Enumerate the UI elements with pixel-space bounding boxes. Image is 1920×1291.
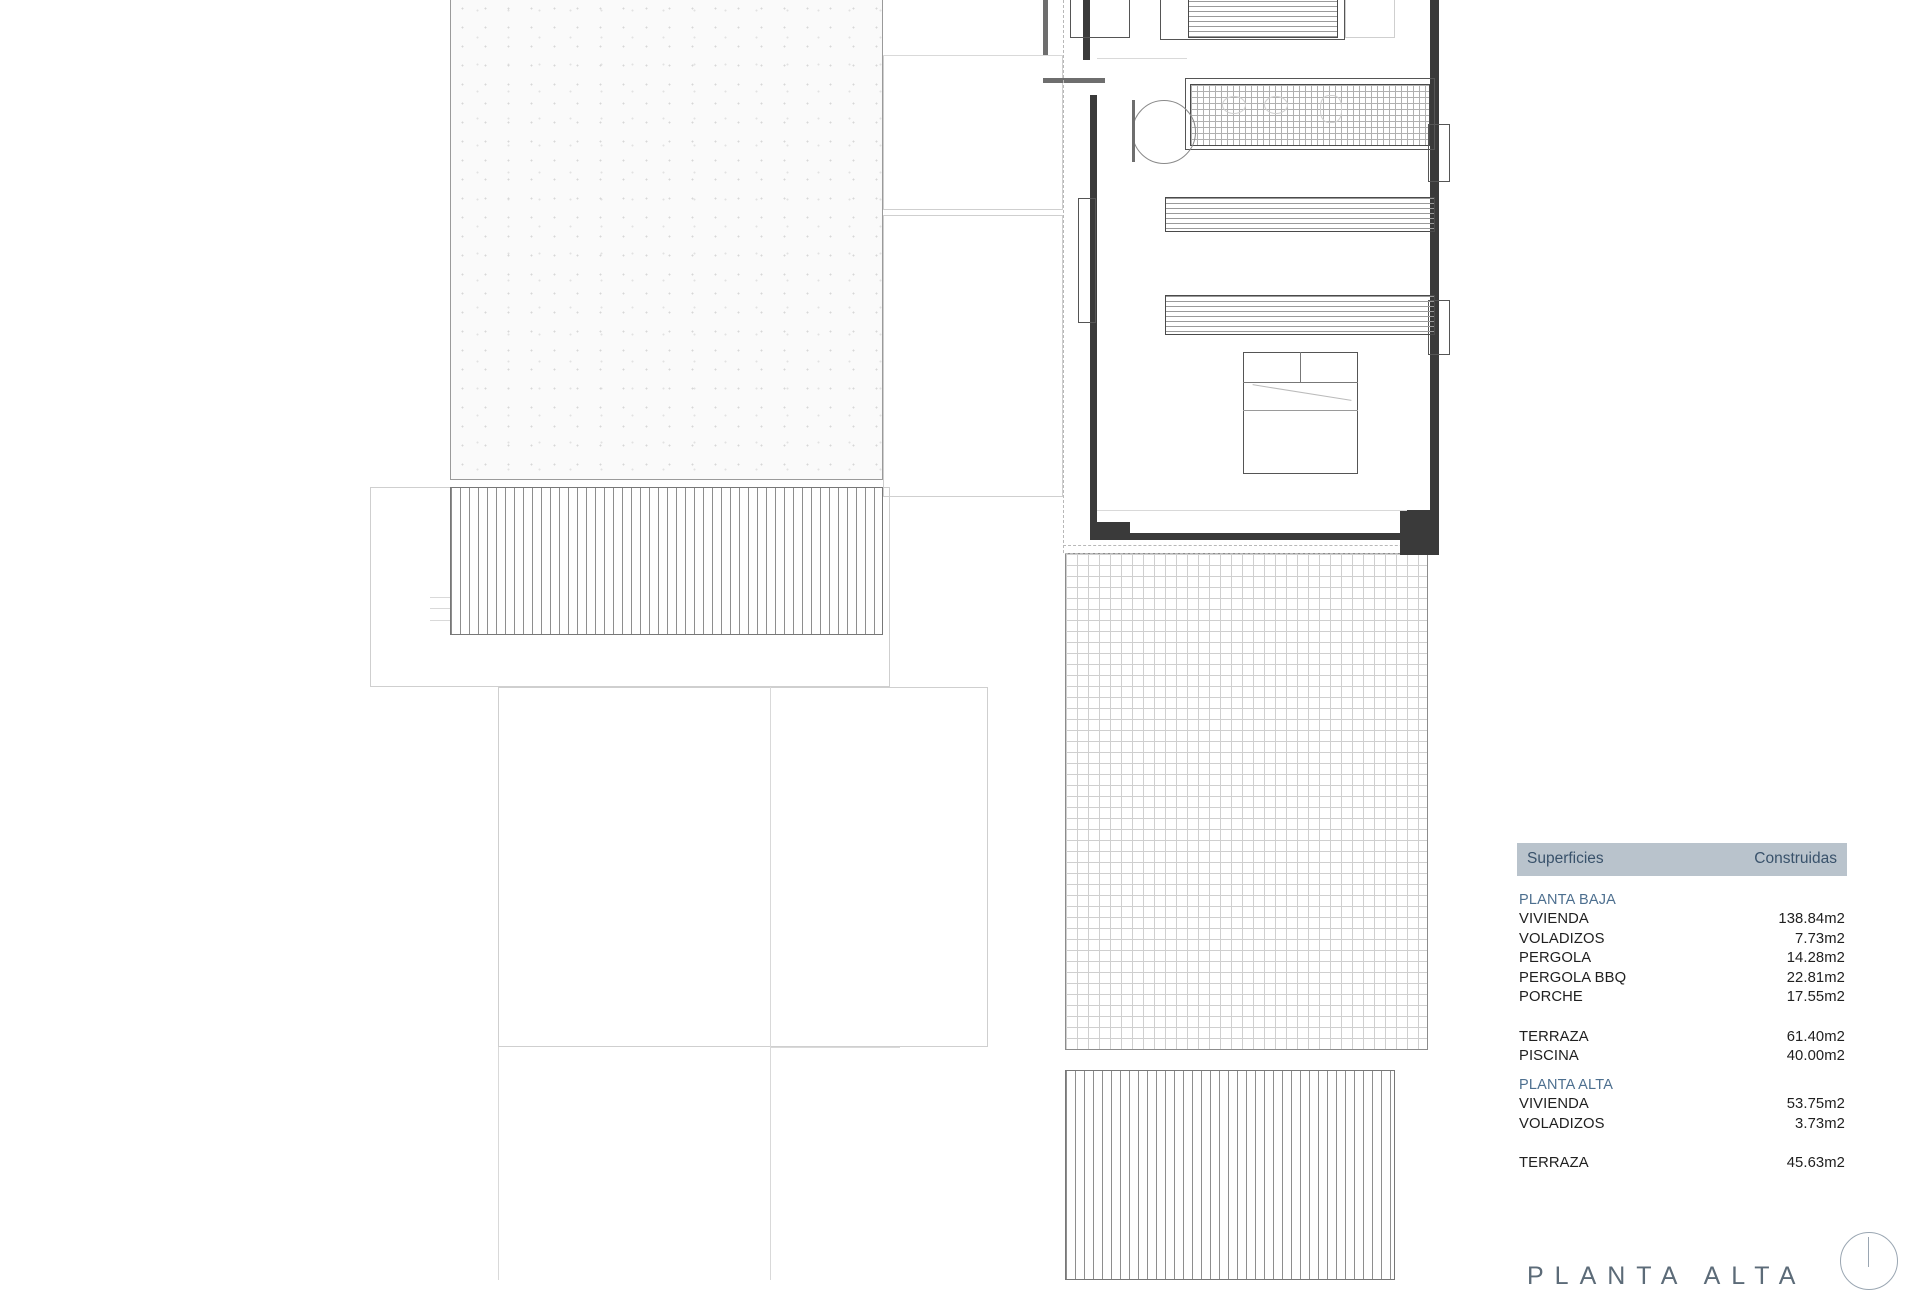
row-label: VIVIENDA	[1519, 911, 1589, 927]
north-needle	[1868, 1237, 1869, 1267]
sink-2	[1264, 96, 1288, 114]
interior-line-upper	[1097, 58, 1187, 59]
overhang-dashed-bottom	[1063, 545, 1438, 546]
surfaces-table	[1517, 843, 1847, 1174]
table-row	[1519, 1095, 1845, 1115]
row-value: 22.81m2	[1786, 969, 1845, 986]
row-label: PERGOLA BBQ	[1519, 969, 1627, 986]
row-label: VIVIENDA	[1519, 1096, 1589, 1112]
threshold-left-bottom	[1090, 522, 1130, 540]
north-arrow-icon	[1840, 1232, 1898, 1290]
row-label: PERGOLA	[1519, 950, 1592, 966]
row-value: 138.84m2	[1778, 911, 1845, 927]
exterior-wall-bottom	[1090, 533, 1438, 540]
paving-outline-upper-right	[883, 55, 1063, 210]
surfaces-group-title: PLANTA BAJA	[1519, 891, 1617, 908]
window-niche-left	[1078, 198, 1096, 323]
plot-divider-horizontal	[770, 1047, 900, 1048]
paving-line-top	[883, 55, 1063, 56]
pool-ladder-2	[430, 608, 450, 609]
row-value: 40.00m2	[1786, 1048, 1845, 1064]
exterior-wall-top-left-return	[1043, 0, 1048, 55]
table-row	[1519, 910, 1845, 930]
plot-divider-vertical	[770, 687, 771, 1047]
row-value: 3.73m2	[1795, 1115, 1845, 1132]
bed-headboard-line	[1243, 382, 1358, 383]
table-row	[1519, 949, 1845, 969]
table-row	[1519, 1028, 1845, 1048]
row-value: 14.28m2	[1786, 950, 1845, 966]
bed-duvet-fold	[1243, 410, 1358, 411]
row-value: 17.55m2	[1786, 989, 1845, 1005]
table-row	[1519, 988, 1845, 1008]
terrace-top-dashed-edge	[1065, 553, 1428, 554]
bathroom-floor-tiles	[1190, 84, 1430, 146]
pool-ladder-3	[430, 620, 450, 621]
plot-outline-lower-left-edge	[498, 1047, 499, 1280]
tiled-terrace	[1065, 553, 1428, 1050]
exterior-wall-top-left-foot	[1043, 78, 1105, 83]
window-niche-upper-right	[1428, 124, 1450, 182]
bathroom-door-swing	[1132, 100, 1196, 164]
overhang-dashed-left	[1063, 0, 1064, 553]
spacer	[1519, 1134, 1845, 1154]
surfaces-header-left: Superficies	[1527, 850, 1604, 867]
surfaces-group-title: PLANTA ALTA	[1519, 1076, 1614, 1093]
bed-pillow-divider	[1300, 352, 1301, 382]
table-row	[1519, 969, 1845, 989]
row-label: VOLADIZOS	[1519, 1115, 1605, 1132]
table-row	[1519, 930, 1845, 950]
row-value: 45.63m2	[1786, 1155, 1845, 1171]
wood-deck-lower	[1065, 1070, 1395, 1280]
spacer	[1519, 1008, 1845, 1028]
paving-outline-middle	[883, 215, 1063, 497]
table-row	[1519, 1047, 1845, 1067]
toilet	[1320, 95, 1342, 123]
row-label: VOLADIZOS	[1519, 930, 1605, 947]
row-label: PORCHE	[1519, 989, 1583, 1005]
table-row	[1519, 1115, 1845, 1135]
surfaces-table-header	[1517, 843, 1847, 876]
row-label: TERRAZA	[1519, 1155, 1589, 1171]
interior-line-lower	[1097, 510, 1407, 511]
stair-lower-step	[1070, 0, 1130, 38]
row-value: 53.75m2	[1786, 1096, 1845, 1112]
row-value: 61.40m2	[1786, 1028, 1845, 1045]
threshold-right-bottom	[1400, 510, 1438, 555]
page-title: PLANTA ALTA	[1527, 1262, 1807, 1290]
row-label: PISCINA	[1519, 1048, 1579, 1064]
sink-1	[1222, 96, 1246, 114]
pool-deck	[450, 487, 883, 635]
surfaces-header-right: Construidas	[1754, 850, 1837, 867]
staircase-treads	[1188, 0, 1338, 38]
plot-outline-lower-left	[498, 687, 988, 1047]
row-value: 7.73m2	[1795, 930, 1845, 947]
plot-outline-lower-extension	[770, 1047, 771, 1280]
wardrobe-upper	[1165, 197, 1435, 232]
pool-ladder	[430, 597, 450, 598]
wardrobe-lower	[1165, 295, 1435, 335]
table-row	[1519, 1154, 1845, 1174]
row-label: TERRAZA	[1519, 1028, 1589, 1045]
swimming-pool	[450, 0, 883, 480]
bathroom-door-leaf	[1132, 100, 1135, 162]
stair-landing	[1345, 0, 1395, 38]
